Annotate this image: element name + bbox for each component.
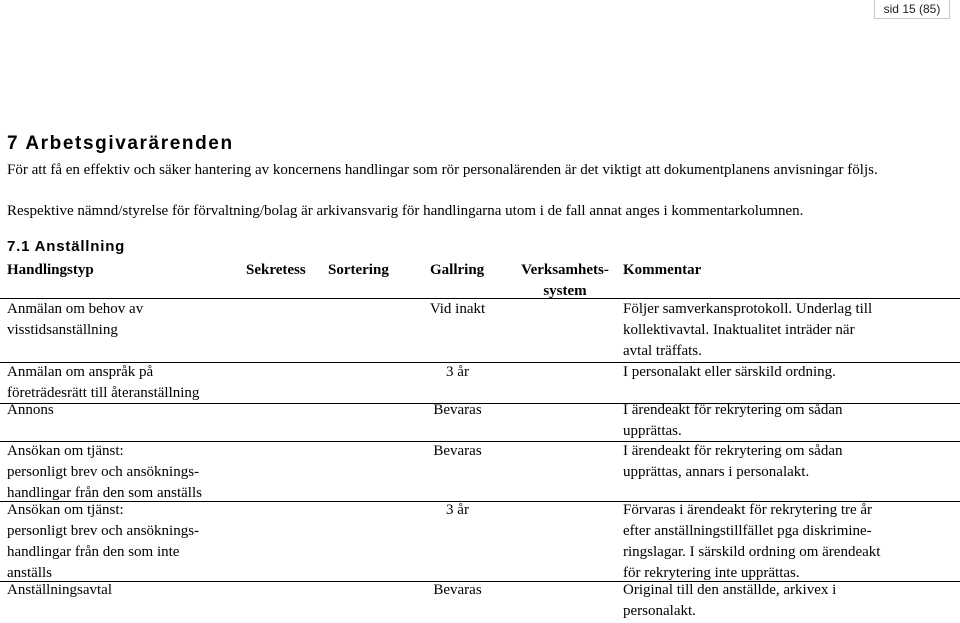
col-header-kommentar: Kommentar	[623, 262, 702, 278]
cell-line: Följer samverkansprotokoll. Underlag till	[623, 301, 873, 317]
table-cell-handlingstyp	[7, 400, 54, 421]
cell-line: Original till den anställde, arkivex i	[623, 582, 837, 598]
table-cell-gallring: Bevaras	[433, 402, 482, 418]
col-header-sekretess: Sekretess	[246, 262, 306, 278]
cell-line: företrädesrätt till återanställning	[7, 385, 200, 401]
cell-line: Ansökan om tjänst:	[7, 443, 124, 459]
table-cell-gallring: 3 år	[446, 364, 469, 380]
table-cell-handlingstyp	[7, 441, 202, 504]
cell-line: I personalakt eller särskild ordning.	[623, 364, 836, 380]
cell-line: Annons	[7, 402, 54, 418]
cell-line: personalakt.	[623, 603, 696, 619]
intro-paragraph-1: För att få en effektiv och säker hantering av koncernens handlingar som rör personalärenden är det viktigt att dokumentplanens anvisningar följs.	[7, 162, 878, 178]
cell-line: anställs	[7, 565, 52, 581]
cell-line: för rekrytering inte upprättas.	[623, 565, 800, 581]
cell-line: handlingar från den som anställs	[7, 485, 202, 501]
col-header-verksamhetssystem-line-2: system	[543, 283, 587, 299]
cell-line: Förvaras i ärendeakt för rekrytering tre år	[623, 502, 873, 518]
col-header-verksamhetssystem	[515, 260, 615, 302]
cell-line: I ärendeakt för rekrytering om sådan	[623, 443, 843, 459]
cell-line: ringslagar. I särskild ordning om ärendeakt	[623, 544, 881, 560]
table-cell-gallring: 3 år	[446, 502, 469, 518]
table-cell-handlingstyp	[7, 299, 143, 341]
table-cell-handlingstyp	[7, 362, 199, 404]
table-cell-kommentar	[623, 400, 843, 442]
cell-line: I ärendeakt för rekrytering om sådan	[623, 402, 843, 418]
cell-line: personligt brev och ansöknings-	[7, 464, 200, 480]
table-cell-gallring: Bevaras	[433, 443, 482, 459]
section-heading: 7 Arbetsgivarärenden	[7, 133, 234, 154]
cell-line: upprättas, annars i personalakt.	[623, 464, 810, 480]
table-cell-kommentar	[623, 299, 872, 362]
cell-line: Anställningsavtal	[7, 582, 112, 598]
cell-line: handlingar från den som inte	[7, 544, 180, 560]
table-cell-handlingstyp	[7, 500, 199, 584]
table-cell-handlingstyp	[7, 580, 112, 601]
cell-line: Ansökan om tjänst:	[7, 502, 124, 518]
col-header-sortering: Sortering	[328, 262, 389, 278]
col-header-gallring: Gallring	[430, 262, 485, 278]
table-cell-gallring: Vid inakt	[429, 301, 486, 317]
cell-line: visstidsanställning	[7, 322, 118, 338]
cell-line: upprättas.	[623, 423, 682, 439]
cell-line: Anmälan om behov av	[7, 301, 144, 317]
cell-line: Anmälan om anspråk på	[7, 364, 154, 380]
cell-line: personligt brev och ansöknings-	[7, 523, 200, 539]
table-cell-gallring: Bevaras	[433, 582, 482, 598]
table-cell-kommentar	[623, 441, 843, 483]
cell-line: kollektivavtal. Inaktualitet inträder när	[623, 322, 855, 338]
page-number: sid 15 (85)	[874, 0, 950, 19]
table-cell-kommentar	[623, 362, 836, 383]
subsection-heading: 7.1 Anställning	[7, 238, 126, 255]
col-header-handlingstyp: Handlingstyp	[7, 262, 94, 278]
cell-line: efter anställningstillfället pga diskrimine-	[623, 523, 872, 539]
cell-line: avtal träffats.	[623, 343, 702, 359]
table-cell-kommentar	[623, 580, 836, 622]
table-cell-kommentar	[623, 500, 880, 584]
intro-paragraph-2: Respektive nämnd/styrelse för förvaltning/bolag är arkivansvarig för handlingarna utom i de fall annat anges i kommentarkolumnen.	[7, 203, 804, 219]
col-header-verksamhetssystem-line-1: Verksamhets-	[521, 262, 609, 278]
